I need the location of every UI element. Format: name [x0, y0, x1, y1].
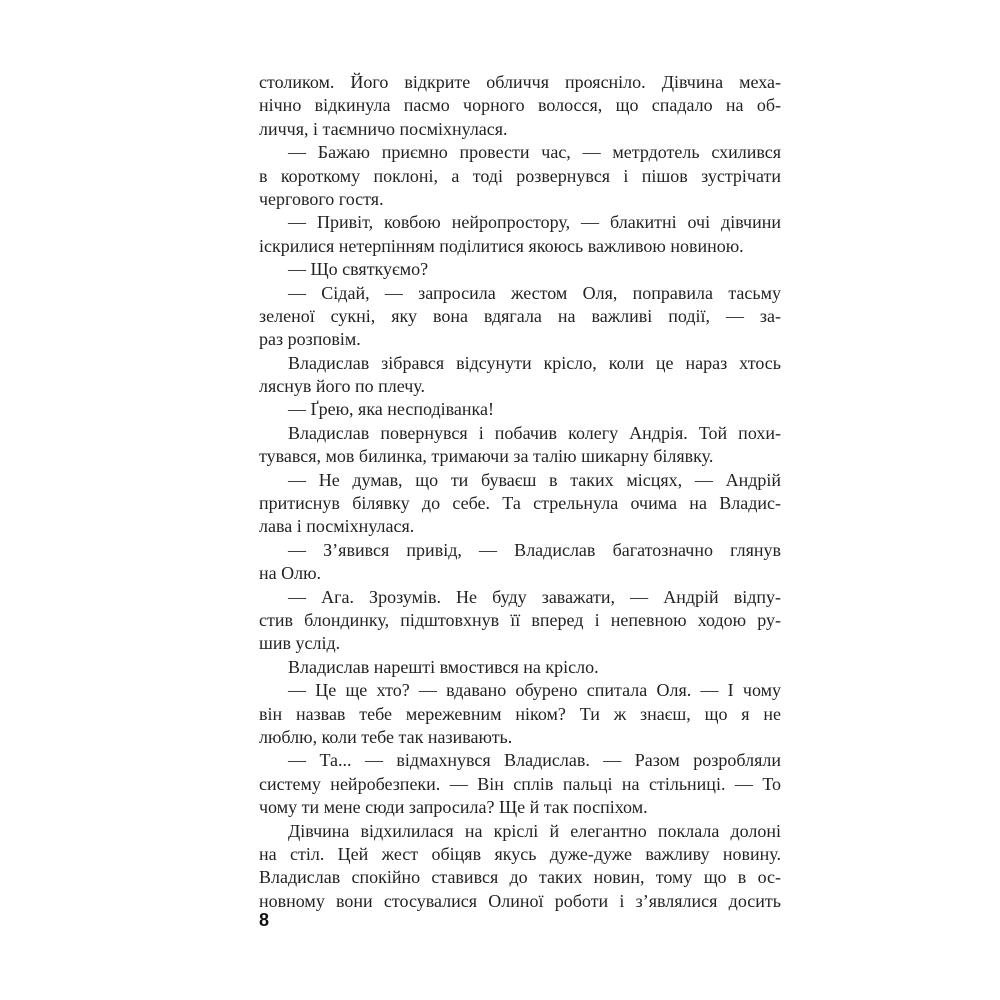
text-line: люблю, коли тебе так називають.: [259, 726, 513, 747]
body-text: [259, 71, 781, 913]
text-line: лава і посміхнулася.: [259, 516, 415, 537]
text-line: притиснув білявку до себе. Та стрельнула очима на Владис-: [259, 493, 781, 514]
text-line: іскрилися нетерпінням поділитися якоюсь важливою новиною.: [259, 235, 744, 256]
text-line: в короткому поклоні, а тоді розвернувся і пішов зустрічати: [259, 165, 781, 186]
text-line: на стіл. Цей жест обіцяв якусь дуже-дуже важливу новину.: [259, 843, 781, 864]
text-line: — З’явився привід, — Владислав багатозначно глянув: [288, 539, 781, 560]
text-line: шив услід.: [259, 633, 341, 654]
text-line: на Олю.: [259, 563, 322, 584]
text-line: він назвав тебе мережевним ніком? Ти ж знаєш, що я не: [259, 703, 781, 724]
text-line: ляснув його по плечу.: [259, 376, 425, 397]
text-line: — Ґрею, яка несподіванка!: [288, 399, 494, 420]
text-line: — Не думав, що ти буваєш в таких місцях, — Андрій: [288, 469, 781, 490]
text-line: — Привіт, ковбою нейропростору, — блакитні очі дівчини: [288, 212, 781, 233]
text-line: — Що святкуємо?: [288, 259, 429, 280]
text-line: чергового гостя.: [259, 188, 384, 209]
text-line: — Це ще хто? — вдавано обурено спитала Оля. — І чому: [288, 680, 781, 701]
text-line: Владислав зібрався відсунути крісло, коли це нараз хтось: [288, 352, 781, 373]
text-line: стив блондинку, підштовхнув її вперед і непевною ходою ру-: [259, 609, 781, 630]
text-line: Владислав спокійно ставився до таких новин, тому що в ос-: [259, 867, 781, 888]
text-line: — Бажаю приємно провести час, — метрдотель схилився: [288, 142, 781, 163]
text-line: чому ти мене сюди запросила? Ще й так поспіхом.: [259, 797, 648, 818]
text-line: систему нейробезпеки. — Він сплів пальці на стільниці. — То: [259, 773, 781, 794]
text-line: Владислав повернувся і побачив колегу Андрія. Той похи-: [288, 422, 781, 443]
text-line: новному вони стосувалися Олиної роботи і з’являлися досить: [259, 890, 781, 911]
text-line: — Сідай, — запросила жестом Оля, поправила тасьму: [288, 282, 781, 303]
page-number: 8: [259, 910, 270, 930]
text-line: Владислав нарешті вмостився на крісло.: [288, 656, 599, 677]
text-line: Дівчина відхилилася на кріслі й елегантно поклала долоні: [288, 820, 781, 841]
text-line: личчя, і таємничо посміхнулася.: [259, 118, 508, 139]
text-line: столиком. Його відкрите обличчя проясніло. Дівчина меха-: [259, 72, 781, 92]
text-line: раз розповім.: [259, 329, 361, 350]
text-line: — Та... — відмахнувся Владислав. — Разом розробляли: [288, 750, 781, 771]
text-line: тувався, мов билинка, тримаючи за талію шикарну білявку.: [259, 446, 714, 467]
text-line: нічно відкинула пасмо чорного волосся, що спадало на об-: [259, 95, 781, 116]
text-line: — Ага. Зрозумів. Не буду заважати, — Андрій відпу-: [288, 586, 781, 607]
text-line: зеленої сукні, яку вона вдягала на важливі події, — за-: [259, 305, 781, 326]
